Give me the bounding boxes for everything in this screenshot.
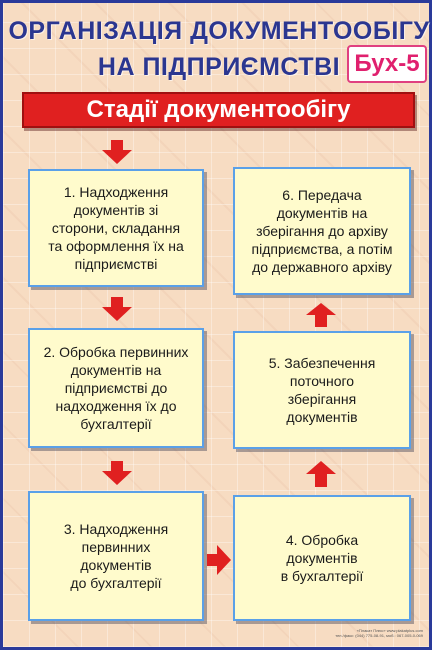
stage-6-box (233, 167, 411, 295)
stage-5-text: 5. Забезпечення поточного зберігання документів (268, 355, 376, 425)
arrow-up-icon (306, 461, 336, 487)
poster-title-line-1: ОРГАНІЗАЦІЯ ДОКУМЕНТООБІГУ (8, 17, 430, 45)
arrow-down-icon (102, 461, 132, 485)
stage-5-box (233, 331, 411, 449)
stage-6-text: 6. Передача документів на зберігання до архіву підприємства, а потім до державного архіву (251, 187, 393, 275)
stage-1-text: 1. Надходження документів зі сторони, складання та оформлення їх на підприємстві (48, 184, 184, 272)
stage-4-text: 4. Обробка документів в бухгалтерії (280, 532, 364, 584)
poster-code-badge: Бух-5 (347, 45, 427, 83)
stage-1-box (28, 169, 204, 287)
arrow-right-icon (207, 545, 231, 575)
stage-2-text: 2. Обробка первинних документів на підприємстві до надходження їх до бухгалтерії (43, 344, 189, 432)
arrow-down-icon (102, 297, 132, 321)
arrow-down-icon (102, 140, 132, 164)
stage-2-box (28, 328, 204, 448)
stages-banner: Стадії документообігу (22, 92, 415, 128)
arrow-up-icon (306, 303, 336, 327)
stage-3-box (28, 491, 204, 621)
stage-4-box (233, 495, 411, 621)
stage-3-text: 3. Надходження первинних документів до бухгалтерії (63, 521, 169, 591)
poster-title-line-2: НА ПІДПРИЄМСТВІ (97, 53, 341, 81)
publisher-footnote: «Плакат Плюс» www.plakatplus.com тел./факс: (044) 775-08-91, моб.: 067-005-0-069 (335, 628, 423, 638)
